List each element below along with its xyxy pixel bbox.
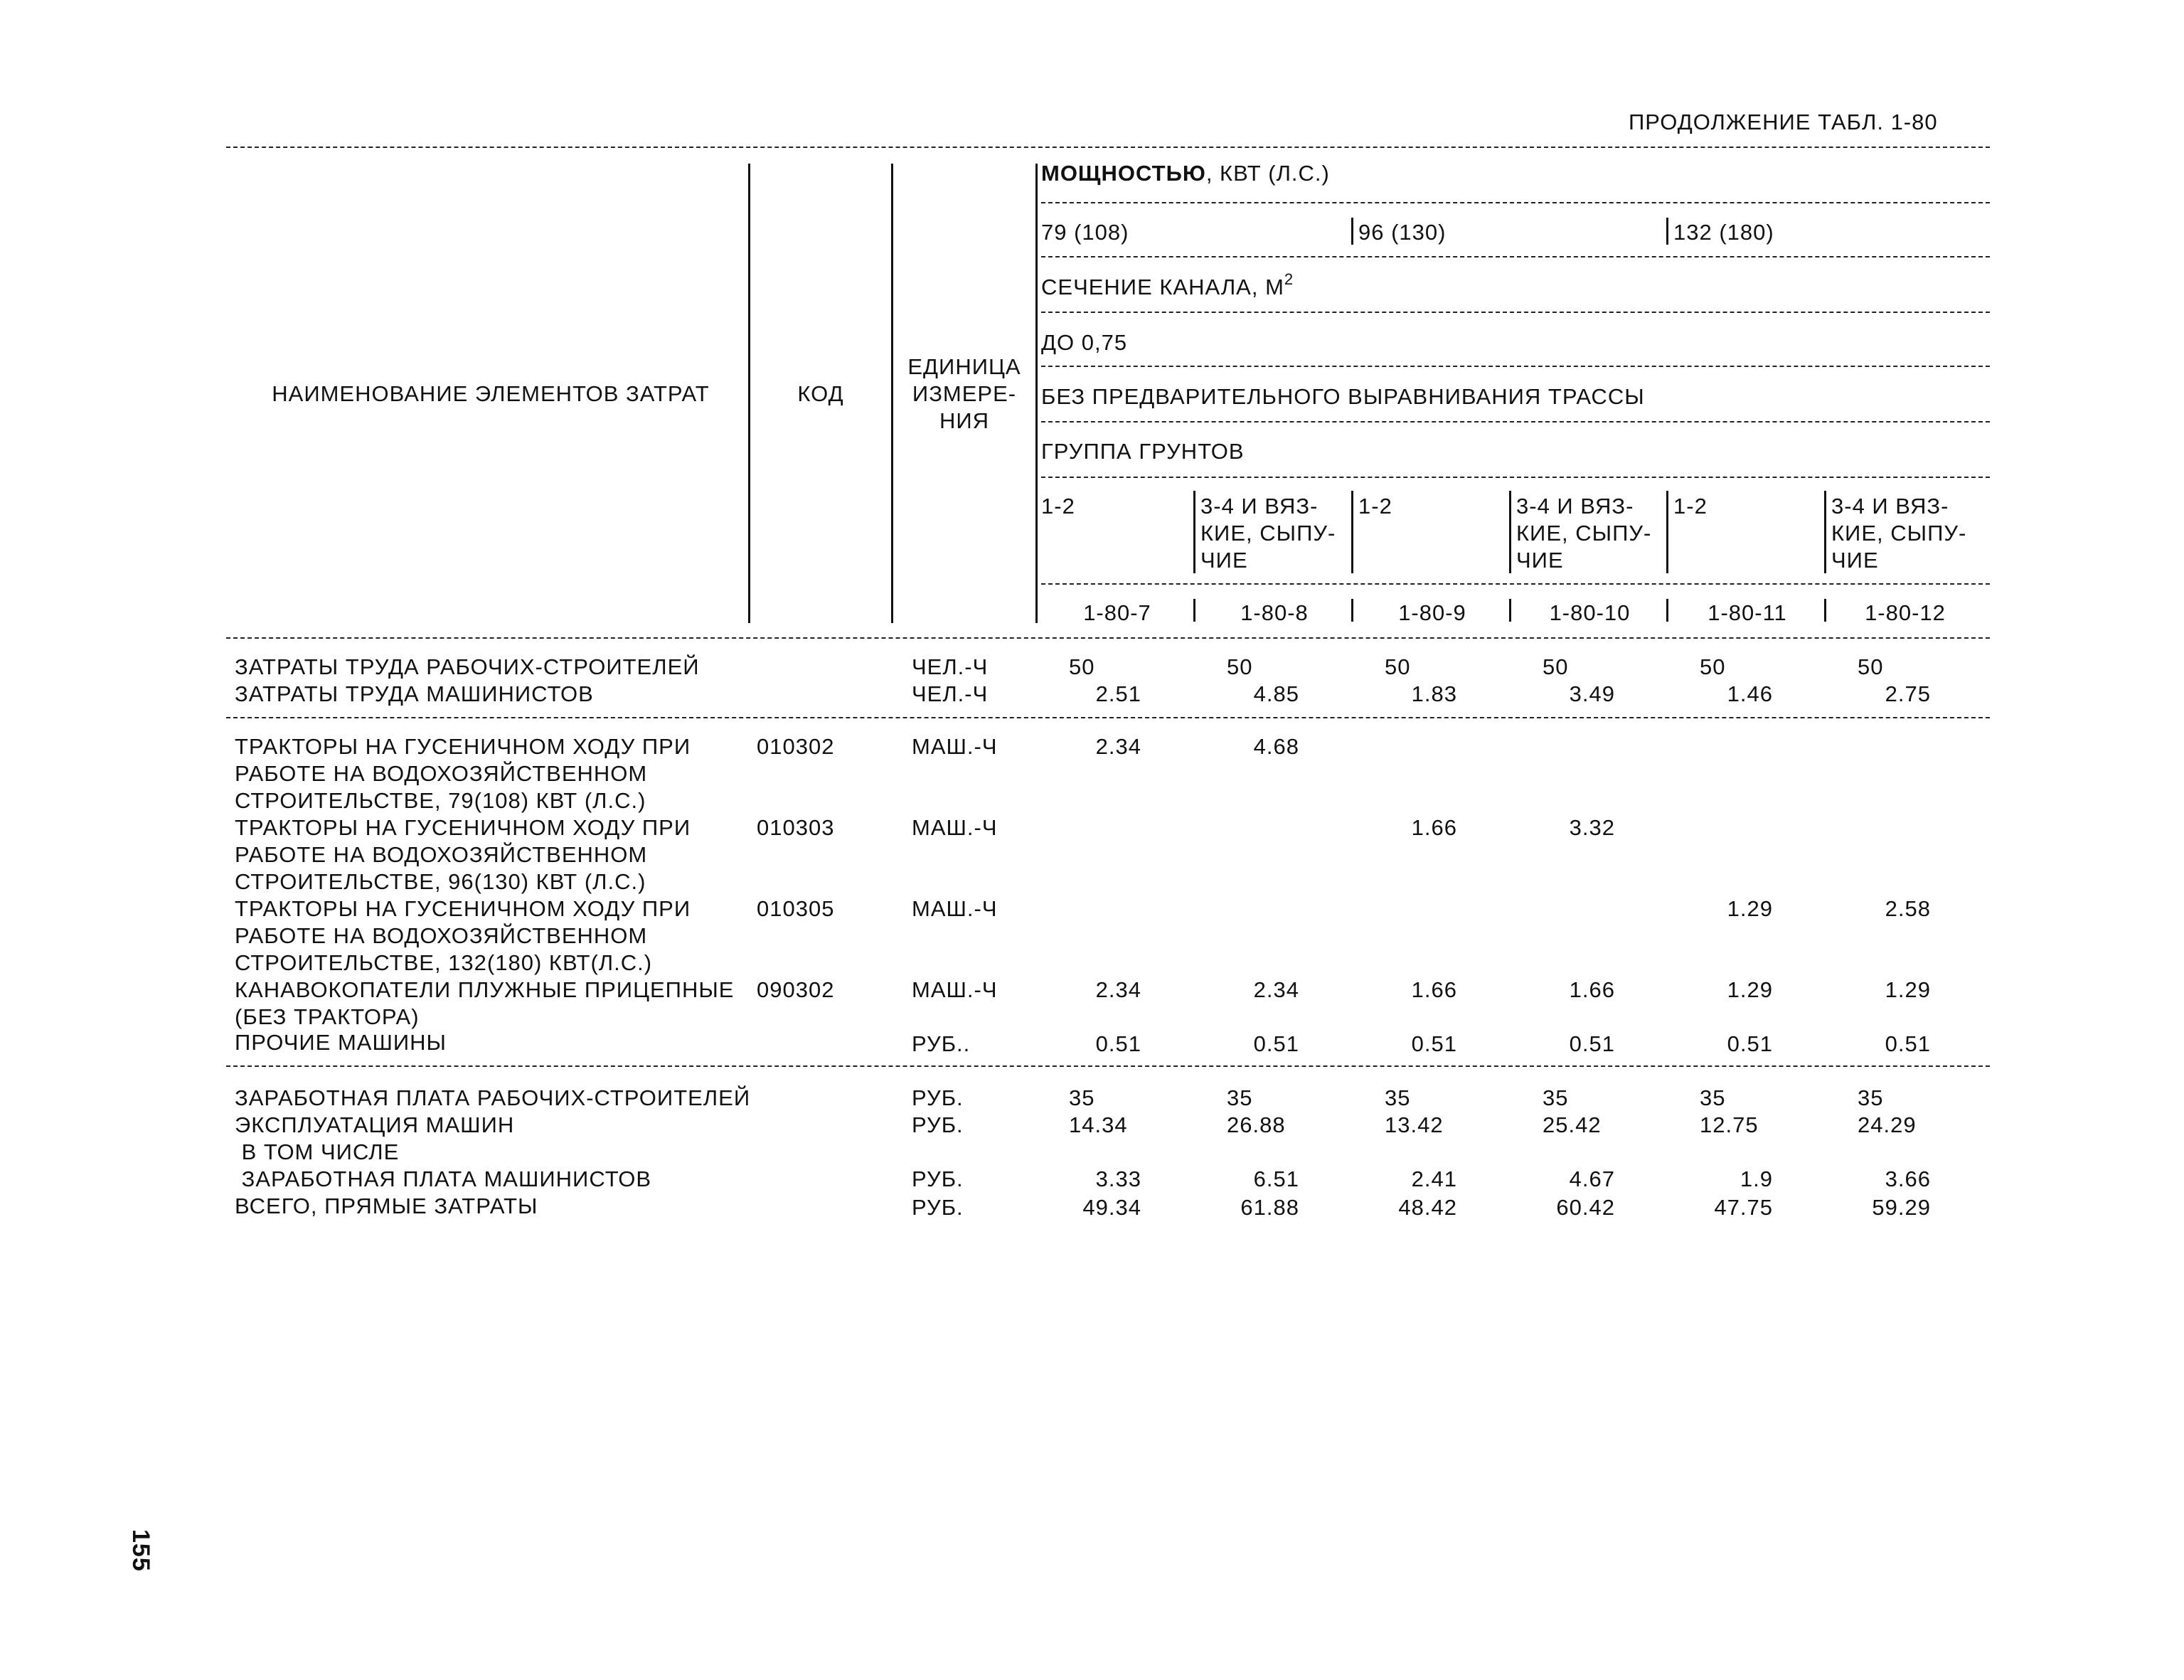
row-7-value-5: 0.51: [1727, 1031, 1773, 1056]
row-11-value-1: 3.33: [1095, 1166, 1141, 1191]
rule-header-1: [1041, 202, 1990, 203]
header-code-sep-5: [1824, 599, 1826, 622]
norm-code-6: 1-80-12: [1865, 600, 1946, 625]
row-2-value-4: 3.49: [1569, 681, 1615, 706]
row-8-value-2: 35: [1227, 1085, 1253, 1110]
row-6-name-1: КАНАВОКОПАТЕЛИ ПЛУЖНЫЕ ПРИЦЕПНЫЕ: [235, 977, 735, 1002]
row-12-unit: РУБ.: [912, 1195, 964, 1220]
header-soil-b-3-line-1: 3-4 И ВЯЗ-: [1831, 494, 1949, 519]
header-soil-group: ГРУППА ГРУНТОВ: [1041, 439, 1245, 464]
row-1-value-5: 50: [1700, 654, 1726, 679]
row-7-unit: РУБ..: [912, 1031, 971, 1056]
continuation-label: ПРОДОЛЖЕНИЕ ТАБЛ. 1-80: [1629, 110, 1938, 134]
rule-group-1: [226, 717, 1990, 718]
row-8-value-1: 35: [1069, 1085, 1095, 1110]
row-4-value-3: 1.66: [1411, 815, 1457, 840]
header-soil-b-2-line-1: 3-4 И ВЯЗ-: [1516, 494, 1634, 519]
row-12-value-1: 49.34: [1082, 1195, 1141, 1220]
header-separator-unit-data: [1035, 164, 1038, 623]
row-9-value-4: 25.42: [1543, 1112, 1602, 1137]
row-4-unit: МАШ.-Ч: [912, 815, 998, 840]
row-3-name-3: СТРОИТЕЛЬСТВЕ, 79(108) КВТ (Л.С.): [235, 788, 646, 813]
row-1-value-2: 50: [1227, 654, 1253, 679]
row-9-value-6: 24.29: [1858, 1112, 1917, 1137]
header-code-sep-4: [1666, 599, 1668, 622]
row-2-value-6: 2.75: [1885, 681, 1931, 706]
row-9-value-3: 13.42: [1385, 1112, 1444, 1137]
header-soil-sep-2: [1351, 491, 1353, 573]
row-12-value-4: 60.42: [1556, 1195, 1615, 1220]
row-1-value-3: 50: [1385, 654, 1411, 679]
header-soil-b-2-line-2: КИЕ, СЫПУ-: [1516, 521, 1652, 546]
header-soil-b-1-line-2: КИЕ, СЫПУ-: [1200, 521, 1336, 546]
row-3-name-1: ТРАКТОРЫ НА ГУСЕНИЧНОМ ХОДУ ПРИ: [235, 734, 691, 759]
row-5-value-5: 1.29: [1727, 896, 1773, 921]
row-4-code: 010303: [757, 815, 835, 840]
header-unit-line-2: ИЗМЕРЕ-: [912, 381, 1017, 406]
row-2-value-5: 1.46: [1727, 681, 1773, 706]
row-8-value-5: 35: [1700, 1085, 1726, 1110]
row-6-value-6: 1.29: [1885, 977, 1931, 1002]
rule-header-3: [1041, 312, 1990, 313]
header-code-column: КОД: [797, 381, 844, 406]
row-12-value-5: 47.75: [1714, 1195, 1773, 1220]
header-code-sep-2: [1351, 599, 1353, 622]
header-power-label: МОЩНОСТЬЮ, КВТ (Л.С.): [1041, 161, 1330, 186]
norm-code-4: 1-80-10: [1549, 600, 1631, 625]
header-soil-b-2-line-3: ЧИЕ: [1516, 548, 1564, 573]
row-3-unit: МАШ.-Ч: [912, 734, 998, 759]
row-5-name-3: СТРОИТЕЛЬСТВЕ, 132(180) КВТ(Л.С.): [235, 950, 653, 975]
row-2-name: ЗАТРАТЫ ТРУДА МАШИНИСТОВ: [235, 681, 594, 706]
row-8-unit: РУБ.: [912, 1085, 964, 1110]
row-2-value-2: 4.85: [1253, 681, 1299, 706]
header-soil-b-3-line-2: КИЕ, СЫПУ-: [1831, 521, 1967, 546]
row-6-unit: МАШ.-Ч: [912, 977, 998, 1002]
row-10-name: В ТОМ ЧИСЛЕ: [235, 1139, 400, 1164]
norm-code-1: 1-80-7: [1083, 600, 1151, 625]
row-7-name: ПРОЧИЕ МАШИНЫ: [235, 1030, 447, 1055]
row-6-value-2: 2.34: [1253, 977, 1299, 1002]
header-unit-line-1: ЕДИНИЦА: [907, 354, 1021, 379]
row-3-value-2: 4.68: [1253, 734, 1299, 759]
rule-header-5: [1041, 421, 1990, 422]
header-alignment: БЕЗ ПРЕДВАРИТЕЛЬНОГО ВЫРАВНИВАНИЯ ТРАССЫ: [1041, 384, 1645, 409]
rule-header-bottom: [226, 637, 1990, 639]
row-5-name-1: ТРАКТОРЫ НА ГУСЕНИЧНОМ ХОДУ ПРИ: [235, 896, 691, 921]
header-power-132: 132 (180): [1673, 220, 1774, 245]
row-12-value-2: 61.88: [1240, 1195, 1299, 1220]
header-section-label: СЕЧЕНИЕ КАНАЛА, $М^2$: [1041, 270, 1294, 299]
row-7-value-4: 0.51: [1569, 1031, 1615, 1056]
header-soil-a-1: 1-2: [1041, 494, 1075, 519]
row-11-unit: РУБ.: [912, 1166, 964, 1191]
header-power-96: 96 (130): [1358, 220, 1447, 245]
norm-code-5: 1-80-11: [1708, 600, 1787, 625]
header-soil-b-3-line-3: ЧИЕ: [1831, 548, 1879, 573]
row-5-value-6: 2.58: [1885, 896, 1931, 921]
row-3-code: 010302: [757, 734, 835, 759]
row-11-value-4: 4.67: [1569, 1166, 1615, 1191]
row-4-value-4: 3.32: [1569, 815, 1615, 840]
rule-header-7: [1041, 583, 1990, 585]
row-5-name-2: РАБОТЕ НА ВОДОХОЗЯЙСТВЕННОМ: [235, 923, 648, 948]
row-7-value-6: 0.51: [1885, 1031, 1931, 1056]
row-4-name-3: СТРОИТЕЛЬСТВЕ, 96(130) КВТ (Л.С.): [235, 869, 646, 894]
row-9-value-5: 12.75: [1700, 1112, 1759, 1137]
header-soil-b-1-line-3: ЧИЕ: [1200, 548, 1248, 573]
row-1-value-4: 50: [1543, 654, 1569, 679]
row-4-name-1: ТРАКТОРЫ НА ГУСЕНИЧНОМ ХОДУ ПРИ: [235, 815, 691, 840]
header-power-sep-1: [1351, 218, 1353, 245]
header-soil-a-2: 1-2: [1358, 494, 1392, 519]
row-1-value-1: 50: [1069, 654, 1095, 679]
norm-code-2: 1-80-8: [1240, 600, 1309, 625]
row-12-name: ВСЕГО, ПРЯМЫЕ ЗАТРАТЫ: [235, 1193, 538, 1218]
row-8-value-4: 35: [1543, 1085, 1569, 1110]
header-soil-sep-1: [1193, 491, 1195, 573]
row-9-value-1: 14.34: [1069, 1112, 1128, 1137]
row-6-value-1: 2.34: [1095, 977, 1141, 1002]
row-6-value-4: 1.66: [1569, 977, 1615, 1002]
row-1-name: ЗАТРАТЫ ТРУДА РАБОЧИХ-СТРОИТЕЛЕЙ: [235, 654, 700, 679]
row-9-unit: РУБ.: [912, 1112, 964, 1137]
header-name-column: НАИМЕНОВАНИЕ ЭЛЕМЕНТОВ ЗАТРАТ: [272, 381, 710, 406]
rule-header-2: [1041, 256, 1990, 257]
header-soil-sep-3: [1509, 491, 1511, 573]
row-8-name: ЗАРАБОТНАЯ ПЛАТА РАБОЧИХ-СТРОИТЕЛЕЙ: [235, 1085, 751, 1110]
rule-top: [226, 147, 1990, 148]
row-7-value-3: 0.51: [1411, 1031, 1457, 1056]
row-11-name: ЗАРАБОТНАЯ ПЛАТА МАШИНИСТОВ: [235, 1166, 652, 1191]
row-9-name: ЭКСПЛУАТАЦИЯ МАШИН: [235, 1112, 515, 1137]
row-1-unit: ЧЕЛ.-Ч: [912, 654, 989, 679]
row-6-value-3: 1.66: [1411, 977, 1457, 1002]
row-6-value-5: 1.29: [1727, 977, 1773, 1002]
row-2-value-3: 1.83: [1411, 681, 1457, 706]
header-unit-line-3: НИЯ: [939, 408, 990, 433]
row-2-unit: ЧЕЛ.-Ч: [912, 681, 989, 706]
header-soil-b-1-line-1: 3-4 И ВЯЗ-: [1200, 494, 1319, 519]
row-6-name-2: (БЕЗ ТРАКТОРА): [235, 1004, 420, 1029]
page-number: 155: [127, 1529, 154, 1572]
row-1-value-6: 50: [1858, 654, 1884, 679]
row-3-value-1: 2.34: [1095, 734, 1141, 759]
row-11-value-5: 1.9: [1740, 1166, 1773, 1191]
row-8-value-6: 35: [1858, 1085, 1884, 1110]
header-code-sep-3: [1509, 599, 1511, 622]
header-power-sep-2: [1666, 218, 1668, 245]
header-code-sep-1: [1193, 599, 1195, 622]
header-section-value: ДО 0,75: [1041, 330, 1128, 355]
row-12-value-6: 59.29: [1872, 1195, 1931, 1220]
row-7-value-1: 0.51: [1095, 1031, 1141, 1056]
row-7-value-2: 0.51: [1253, 1031, 1299, 1056]
header-soil-a-3: 1-2: [1673, 494, 1708, 519]
rule-group-2: [226, 1065, 1990, 1067]
row-12-value-3: 48.42: [1398, 1195, 1457, 1220]
header-separator-name-code: [748, 164, 750, 623]
norm-code-3: 1-80-9: [1398, 600, 1466, 625]
rule-header-4: [1041, 366, 1990, 367]
row-11-value-3: 2.41: [1411, 1166, 1457, 1191]
row-9-value-2: 26.88: [1227, 1112, 1286, 1137]
header-soil-sep-4: [1666, 491, 1668, 573]
row-5-unit: МАШ.-Ч: [912, 896, 998, 921]
rule-header-6: [1041, 477, 1990, 478]
header-soil-sep-5: [1824, 491, 1826, 573]
row-11-value-2: 6.51: [1253, 1166, 1299, 1191]
row-11-value-6: 3.66: [1885, 1166, 1931, 1191]
row-5-code: 010305: [757, 896, 835, 921]
row-4-name-2: РАБОТЕ НА ВОДОХОЗЯЙСТВЕННОМ: [235, 842, 648, 867]
row-2-value-1: 2.51: [1095, 681, 1141, 706]
header-separator-code-unit: [891, 164, 893, 623]
row-6-code: 090302: [757, 977, 835, 1002]
row-3-name-2: РАБОТЕ НА ВОДОХОЗЯЙСТВЕННОМ: [235, 761, 648, 786]
header-power-79: 79 (108): [1041, 220, 1129, 245]
row-8-value-3: 35: [1385, 1085, 1411, 1110]
